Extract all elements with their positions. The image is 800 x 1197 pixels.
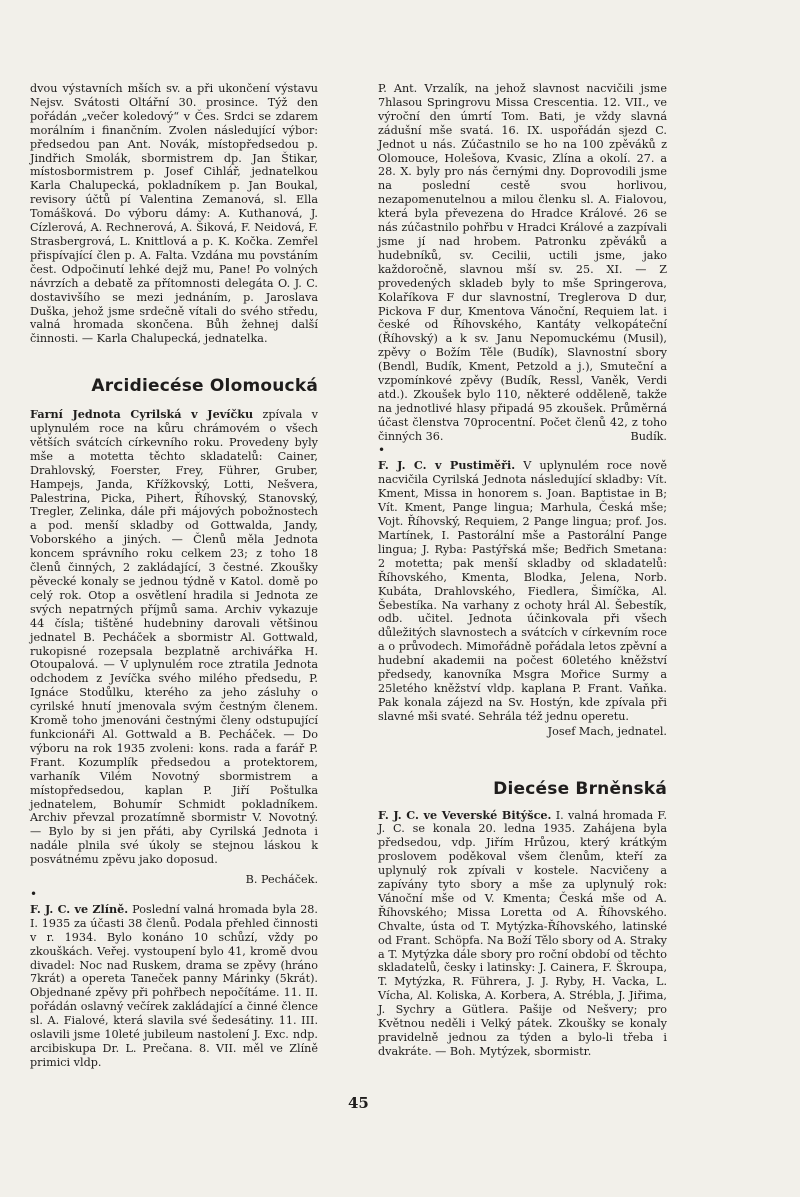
left-column <box>30 82 318 1070</box>
jevicko-text: zpívala v uplynulém roce na kůru chrámovém o všech větších svátcích církevního roku. Provedeny byly mše a motetta těchto skladatelů: Cainer, Drahlovský, Foerster, Frey, Führer, Gruber, Hampejs, Janda, Křížkovský, Lotti, Nešvera, Palestrina, Picka, Pihert, Říhovský, Stanovský, Tregler, Zelinka, dále při májových pobožnostech a pod. menší skladby od Gottwalda, Jandy, Voborského a jiných. — Členů měla Jednota koncem správního roku celkem 23; z toho 18 členů činných, 2 zakládající, 3 čestné. Zkoušky pěvecké konaly se jednou týdně v Katol. domě po celý rok. Otop a osvětlení hradila si Jednota ze svých nepatrných příjmů sama. Archiv vykazuje 44 čísla; tištěné hudebniny darovali většinou jednatel B. Pecháček a sbormistr Al. Gottwald, rukopisné rozepsala bezplatně archivářka H. Otoupalová. — V uplynulém roce ztratila Jednota odchodem z Jevíčka svého milého předsedu, P. Ignáce Stodůlku, kterého za jeho zásluhy o cyrilské hnutí jmenovala svým čestným členem. Kromě toho jmenováni čestnými členy odstupující funkcionáři Al. Gottwald a B. Pecháček. — Do výboru na rok 1935 zvoleni: kons. rada a farář P. Frant. Kozumplík předsedou a protektorem, varhaník Vilém Novotný sbormistrem a místopředsedou, kaplan P. Jiří Poštulka jednatelem, Bohumír Schmidt pokladníkem. Archiv převzal prozatímně sbormistr V. Novotný. — Bylo by si jen přáti, aby Cyrilská Jednota i nadále plnila své úkoly se stejnou láskou k posvátnému zpěvu jako doposud. <box>30 408 318 867</box>
zlin-paragraph <box>30 903 318 1070</box>
pustimer-paragraph <box>378 459 667 723</box>
bitysce-paragraph <box>378 809 667 1059</box>
page-number: 45 <box>348 1094 369 1112</box>
jevicko-paragraph <box>30 408 318 867</box>
pustimer-text: V uplynulém roce nově nacvičila Cyrilská Jednota následující skladby: Vít. Kment, Missa in honorem s. Joan. Baptistae in B; Vít. Kment, Pange lingua; Marhula, Česká mše; Vojt. Říhovský, Requiem, 2 Pange lingua; prof. Jos. Martínek, I. Pastorální mše a Pastorální Pange lingua; J. Ryba: Pastýřská mše; Bedřich Smetana: 2 motetta; pak menší skladby od skladatelů: Říhovského, Kmenta, Blodka, Jelena, Norb. Kubáta, Drahlovského, Fiedlera, Šimíčka, Al. Šebestíka. Na varhany z ochoty hrál Al. Šebestík, odb. učitel. Jednota účinkovala při všech důležitých slavnostech a svátcích v církevním roce a o průvodech. Mimořádně pořádala letos zpěvní a hudební akademii na počest 60letého kněžství předsedy, kanovníka Msgra Mořice Surmy a 25letého kněžství vldp. kaplana P. Frant. Vaňka. Pak konala zájezd na Sv. Hostýn, kde zpívala při slavné mši svaté. Sehrála též jednu operetu. <box>378 459 668 723</box>
bullet-icon: • <box>30 886 38 901</box>
bitysce-lead: F. J. C. ve Veverské Bitýšce. <box>378 807 552 822</box>
section-heading-olomoucka: Arcidiecése Olomoucká <box>91 376 318 397</box>
jevicko-lead: Farní Jednota Cyrilská v Jevíčku <box>30 407 254 422</box>
right-column <box>378 82 667 1059</box>
zlin-signature: Budík. <box>630 429 667 443</box>
jevicko-signature: B. Pecháček. <box>245 873 318 887</box>
pustimer-lead: F. J. C. v Pustiměři. <box>378 458 516 473</box>
zlin-lead: F. J. C. ve Zlíně. <box>30 901 129 916</box>
zlin-text: Poslední valná hromada byla 28. I. 1935 za účasti 38 členů. Podala přehled činnosti v r. 1934. Bylo konáno 10 schůzí, vždy po zkouškách. Veřej. vystoupení bylo 41, kromě dvou divadel: Noc nad Ruskem, drama se zpěvy (hráno 7krát) a opereta Taneček panny Márinky (5krát). Objednané zpěvy při pohřbech nepočítáme. 11. II. pořádán oslavný večírek zakládající a činné člence sl. A. Fialové, která slavila své šedesátiny. 11. III. oslavili jsme 10leté jubileum nastolení J. Exc. ndp. arcibiskupa Dr. L. Prečana. 8. VII. měl ve Zlíně primici vldp. <box>30 902 318 1069</box>
bitysce-text: I. valná hromada F. J. C. se konala 20. ledna 1935. Zahájena byla předsedou, vdp. Jiřím Hrůzou, který krátkým proslovem poděkoval všem členům, kteří za uplynulý rok zpívali v kostele. Nacvičeny a zapívány tyto sbory a mše za uplynulý rok: Vánoční mše od V. Kmenta; Česká mše od A. Říhovského; Missa Loretta od A. Říhovského. Chvalte, ústa od T. Mytýzka-Říhovského, latinské od Frant. Schöpfa. Na Boží Tělo sbory od A. Straky a T. Mytýzka dále sbory pro roční období od těchto skladatelů, česky i latinsky: J. Cainera, F. Škroupa, T. Mytýzka, R. Führera, J. J. Ryby, H. Vacka, L. Vícha, Al. Koliska, A. Korbera, A. Strébla, J. Jiřima, J. Sychry a Gütlera. Pašije od Nešvery; pro Květnou neděli i Velký pátek. Zkoušky se konaly pravidelně jednou za týden a bylo-li třeba i dvakráte. — Boh. Mytýzek, sbormistr. <box>378 808 668 1058</box>
section-heading-brnenska: Diecése Brněnská <box>493 778 667 799</box>
intro-paragraph: dvou výstavních mších sv. a při ukončení výstavu Nejsv. Svátosti Oltářní 30. prosince. Týž den pořádán „večer koledový“ v Čes. Srdci se zdarem morálním i finančním. Zvolen následující výbor: předsedou pan Ant. Novák, místopředsedou p. Jindřich Smolák, sbormistrem dp. Jan Štikar, místosbormistrem p. Josef Cihlář, jednatelkou Karla Chalupecká, pokladníkem p. Jan Boukal, revisory účtů pí Valentina Zemanová, sl. Ella Tomášková. Do výboru dámy: A. Kuthanová, J. Cízlerová, A. Rechnerová, A. Šiková, F. Neidová, F. Strasbergrová, L. Knittlová a p. K. Kočka. Zemřel přispívající člen p. A. Falta. Vzdána mu povstáním čest. Odpočinutí lehké dejž mu, Pane! Po volných návrzích a debatě za přítomnosti delegáta O. J. C. dostavivšího se mezi jednáním, p. Jaroslava Duška, jehož jsme srdečně vítali do svého středu, valná hromada skončena. Bůh žehnej další činnosti. — Karla Chalupecká, jednatelka. <box>30 82 318 346</box>
pustimer-signature: Josef Mach, jednatel. <box>547 724 667 738</box>
bullet-icon: • <box>378 443 386 458</box>
zlin-continued-paragraph: P. Ant. Vrzalík, na jehož slavnost nacvičili jsme 7hlasou Springrovu Missa Crescentia. 12. VII., ve výroční den úmrtí Tom. Bati, je vždy slavná zádušní mše svatá. 16. IX. uspořádán sjezd C. Jednot u nás. Zúčastnilo se ho na 100 zpěváků z Olomouce, Holešova, Kvasic, Zlína a okolí. 27. a 28. X. byly pro nás černými dny. Doprovodili jsme na poslední cestě svou horlivou, nezapomenutelnou a milou členku sl. A. Fialovou, která byla převezena do Hradce Králové. 26 se nás zúčastnilo pohřbu v Hradci Králové a zazpívali jsme jí nad hrobem. Patronku zpěváků a hudebníků, sv. Cecilii, uctili jsme, jako každoročně, slavnou mší sv. 25. XI. — Z provedených skladeb byly to mše Springerova, Kolaříkova F dur slavnostní, Treglerova D dur, Pickova F dur, Kmentova Vánoční, Requiem lat. i české od Říhovského, Kantáty velkopáteční (Říhovský) a k sv. Janu Nepomuckému (Musil), zpěvy o Božím Těle (Budík), Slavnostní sbory (Bendl, Budík, Kment, Petzold a j.), Smuteční a vzpomínkové zpěvy (Budík, Ressl, Vaněk, Verdi atd.). Zkoušek bylo 110, některé odděleně, takže na jednotlivé hlasy připadá 95 zkoušek. Průměrná účast členstva 70procentní. Počet členů 42, z toho činných 36. <box>378 82 667 443</box>
